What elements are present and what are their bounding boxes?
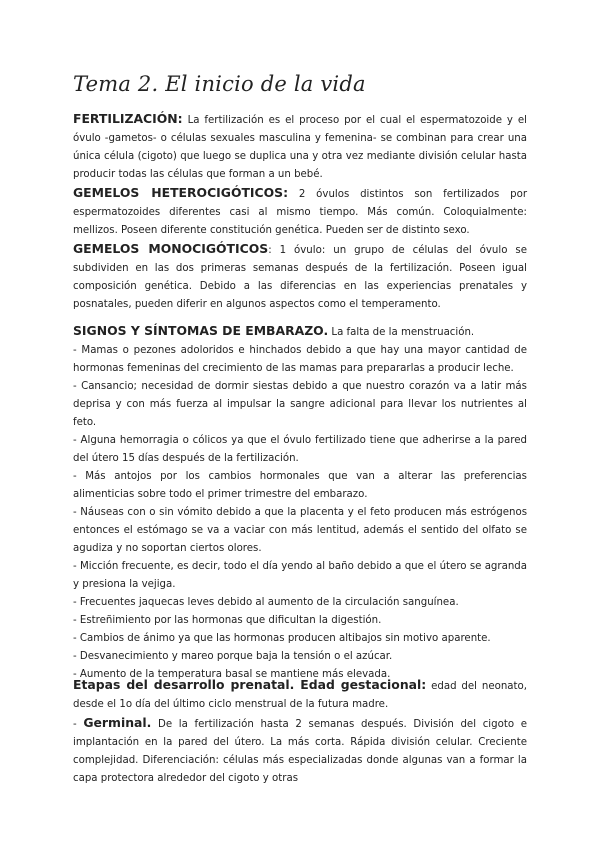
fertilizacion-heading: FERTILIZACIÓN: — [73, 111, 183, 126]
heterocigoticos-paragraph — [73, 184, 527, 240]
heterocigoticos-text: 2 óvulos distintos son fertilizados por espermatozoides diferentes casi al mismo tiempo. Más común. Coloquialmente: mellizos. Poseen diferente constitución genética. Pueden ser de distinto sexo. — [73, 189, 528, 236]
list-item: - Náuseas con o sin vómito debido a que la placenta y el feto producen más estrógenos entonces el estómago se va a vaciar con más lentitud, además el sentido del olfato se agudiza y no soportan ciertos olores. — [73, 507, 527, 554]
etapas-heading: Etapas del desarrollo prenatal. Edad gestacional: — [73, 677, 427, 692]
germinal-prefix: - — [73, 719, 84, 730]
etapas-section — [73, 676, 527, 788]
list-item: - Más antojos por los cambios hormonales que van a alterar las preferencias alimenticias sobre todo el primer trimestre del embarazo. — [73, 471, 527, 500]
signos-section — [73, 322, 527, 684]
fertilizacion-text: La fertilización es el proceso por el cual el espermatozoide y el óvulo -gametos- o células sexuales masculina y femenina- se combinan para crear una única célula (cigoto) que luego se duplica una y otra vez mediante división celular hasta producir todas las células que forman a un bebé. — [73, 115, 527, 180]
list-item: - Frecuentes jaquecas leves debido al aumento de la circulación sanguínea. — [73, 597, 459, 608]
etapas-paragraph — [73, 676, 527, 714]
monocigoticos-paragraph — [73, 240, 527, 314]
list-item: - Cansancio; necesidad de dormir siestas debido a que nuestro corazón va a latir más deprisa y con más fuerza al impulsar la sangre adicional para llevar los nutrientes al feto. — [73, 381, 527, 428]
page-title: Tema 2. El inicio de la vida — [73, 72, 366, 96]
germinal-paragraph — [73, 714, 527, 788]
list-item: - Alguna hemorragia o cólicos ya que el óvulo fertilizado tiene que adherirse a la pared del útero 15 días después de la fertilización. — [73, 435, 527, 464]
list-item: - Aumento de la temperatura basal se mantiene más elevada. — [73, 669, 391, 680]
germinal-heading: Germinal. — [83, 715, 152, 730]
germinal-text: De la fertilización hasta 2 semanas después. División del cigoto e implantación en la pared del útero. La más corta. Rápida división celular. Creciente complejidad. Diferenciación: células más especializadas donde algunas van a formar la capa protectora alrededor del cigoto y otras — [73, 719, 527, 784]
signos-paragraph — [73, 322, 527, 342]
signos-heading: SIGNOS Y SÍNTOMAS DE EMBARAZO. — [73, 323, 329, 338]
list-item: - Mamas o pezones adoloridos e hinchados debido a que hay una mayor cantidad de hormonas femeninas del crecimiento de las mamas para prepararlas a producir leche. — [73, 345, 527, 374]
etapas-text: edad del neonato, desde el 1o día del último ciclo menstrual de la futura madre. — [73, 681, 527, 710]
list-item: - Desvanecimiento y mareo porque baja la tensión o el azúcar. — [73, 651, 393, 662]
list-item: - Cambios de ánimo ya que las hormonas producen altibajos sin motivo aparente. — [73, 633, 491, 644]
monocigoticos-text: : 1 óvulo: un grupo de células del óvulo se subdividen en las dos primeras semanas después de la fertilización. Poseen igual composición genética. Debido a las diferencias en las experiencias prenatales y posnatales, pueden diferir en algunos aspectos como el temperamento. — [73, 245, 527, 310]
list-item: - Micción frecuente, es decir, todo el día yendo al baño debido a que el útero se agranda y presiona la vejiga. — [73, 561, 527, 590]
intro-section — [73, 110, 527, 314]
list-item: - Estreñimiento por las hormonas que dificultan la digestión. — [73, 615, 382, 626]
fertilizacion-paragraph — [73, 110, 527, 184]
monocigoticos-heading: GEMELOS MONOCIGÓTICOS — [73, 241, 269, 256]
signos-text: La falta de la menstruación. — [328, 327, 475, 338]
heterocigoticos-heading: GEMELOS HETEROCIGÓTICOS: — [73, 185, 289, 200]
